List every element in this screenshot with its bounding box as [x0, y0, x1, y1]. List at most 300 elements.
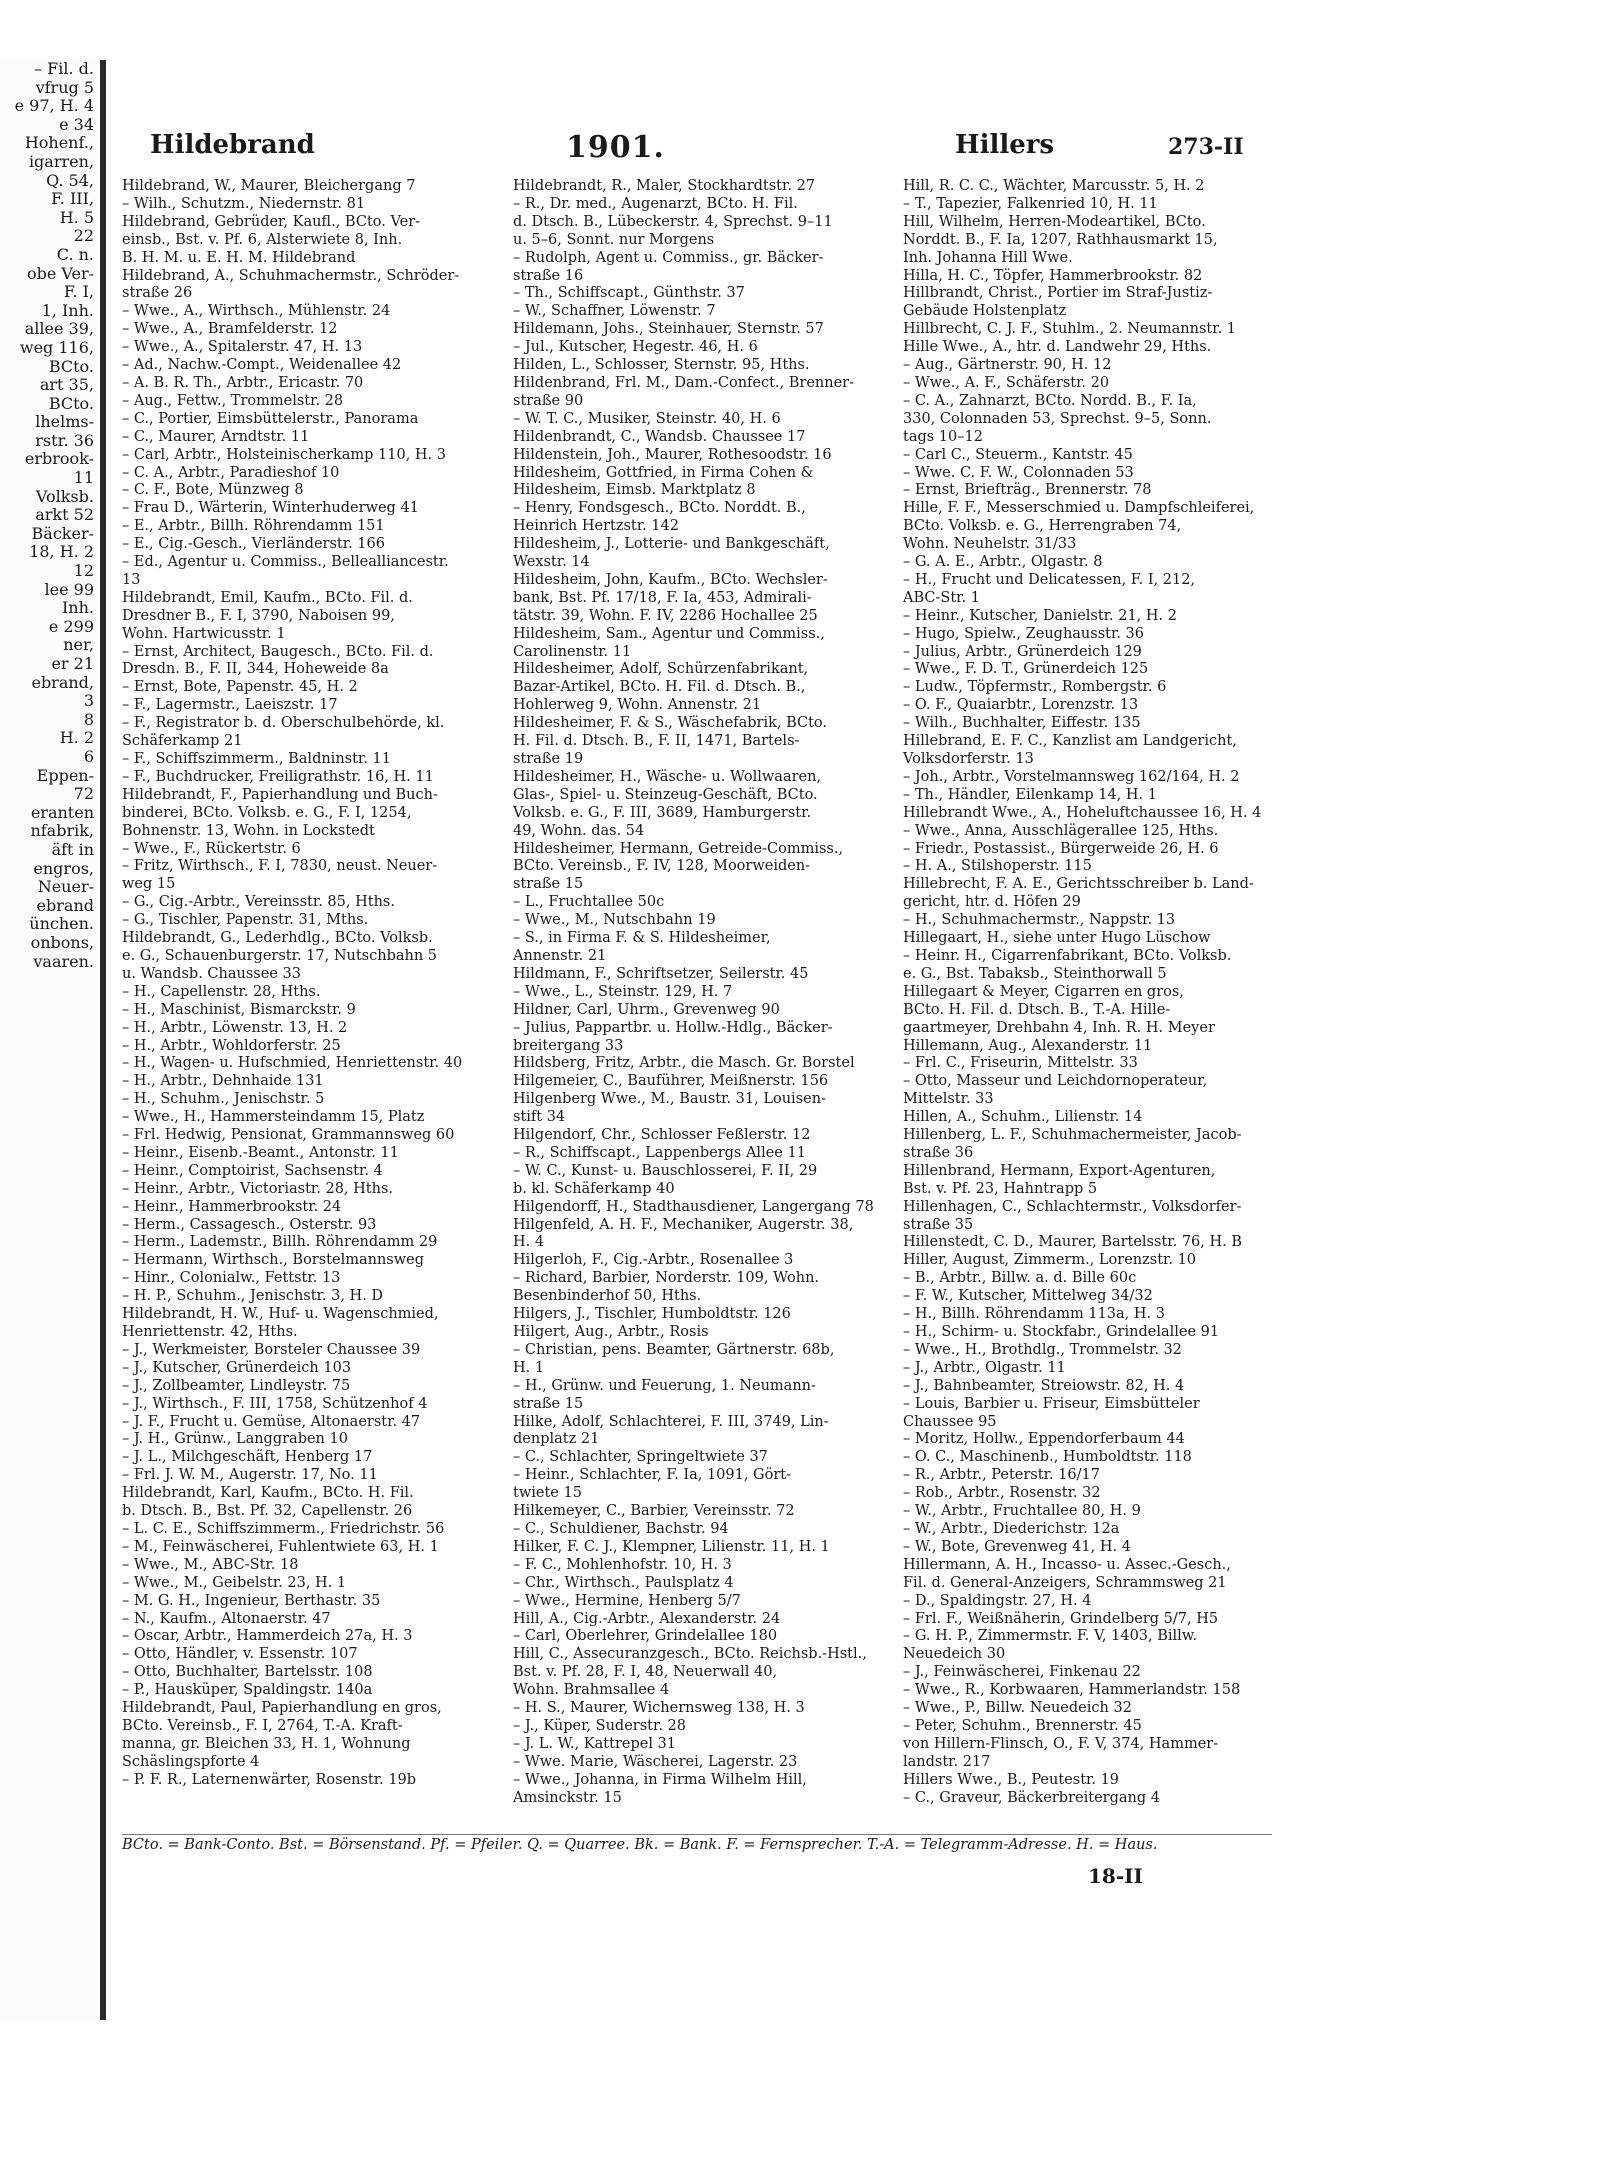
- directory-entry-line: Hilla, H. C., Töpfer, Hammerbrookstr. 82: [903, 267, 1203, 284]
- directory-entry-line: – J., Wirthsch., F. III, 1758, Schützenhof 4: [122, 1395, 428, 1412]
- directory-entry-line: – Christian, pens. Beamter, Gärtnerstr. 68b,: [513, 1341, 835, 1358]
- directory-entry-line: – Wilh., Buchhalter, Eiffestr. 135: [903, 715, 1141, 732]
- directory-entry-line: straße 16: [513, 267, 584, 284]
- directory-entry-line: – H., Capellenstr. 28, Hths.: [122, 983, 321, 1000]
- directory-entry-line: – Wwe., H., Brothdlg., Trommelstr. 32: [903, 1341, 1182, 1358]
- directory-entry-line: Hildenstein, Joh., Maurer, Rothesoodstr. 16: [513, 446, 832, 463]
- directory-entry-line: – H., Schuhm., Jenischstr. 5: [122, 1091, 325, 1108]
- directory-entry-line: b. kl. Schäferkamp 40: [513, 1180, 675, 1197]
- directory-entry-line: Hilgenfeld, A. H. F., Mechaniker, Augerstr. 38,: [513, 1216, 854, 1233]
- prev-page-fragment: vaaren.: [33, 951, 94, 971]
- directory-entry-line: – Wwe., M., Nutschbahn 19: [513, 912, 716, 929]
- prev-page-fragment: lhelms-: [35, 412, 94, 432]
- directory-entry-line: – Wwe., Hermine, Henberg 5/7: [513, 1592, 741, 1609]
- directory-entry-line: Hill, A., Cig.-Arbtr., Alexanderstr. 24: [513, 1610, 781, 1627]
- directory-entry-line: – Wwe., F. D. T., Grünerdeich 125: [903, 661, 1149, 678]
- directory-entry-line: Hildebrandt, Paul, Papierhandlung en gros,: [122, 1700, 442, 1717]
- directory-entry-line: Hilgers, J., Tischler, Humboldtstr. 126: [513, 1306, 791, 1323]
- directory-entry-line: – Wwe., F., Rückertstr. 6: [122, 840, 301, 857]
- directory-entry-line: – T., Tapezier, Falkenried 10, H. 11: [903, 195, 1158, 212]
- directory-entry-line: Chaussee 95: [903, 1413, 997, 1430]
- column-3: [903, 178, 1293, 1807]
- directory-entry-line: – H. A., Stilshoperstr. 115: [903, 858, 1092, 875]
- directory-entry-line: Hildesheimer, H., Wäsche- u. Wollwaaren,: [513, 768, 822, 785]
- directory-entry-line: – F., Lagermstr., Laeiszstr. 17: [122, 697, 338, 714]
- directory-entry-line: – P. F. R., Laternenwärter, Rosenstr. 19b: [122, 1771, 417, 1788]
- prev-page-fragment: Inh.: [61, 598, 94, 618]
- directory-entry-line: – L., Fruchtallee 50c: [513, 894, 665, 911]
- directory-entry-line: Fil. d. General-Anzeigers, Schrammsweg 21: [903, 1574, 1227, 1591]
- directory-entry-line: weg 15: [122, 876, 176, 893]
- directory-entry-line: – C. A., Arbtr., Paradieshof 10: [122, 464, 340, 481]
- directory-entry-line: Hillenberg, L. F., Schuhmachermeister, Jacob-: [903, 1127, 1242, 1144]
- directory-entry-line: – Ludw., Töpfermstr., Rombergstr. 6: [903, 679, 1167, 696]
- prev-page-fragment: 18, H. 2: [29, 542, 94, 562]
- directory-entry-line: – Friedr., Postassist., Bürgerweide 26, H. 6: [903, 840, 1219, 857]
- directory-entry-line: – R., Dr. med., Augenarzt, BCto. H. Fil.: [513, 195, 798, 212]
- directory-entry-line: Gebäude Holstenplatz: [903, 303, 1067, 320]
- directory-entry-line: Hillebrecht, F. A. E., Gerichtsschreiber b. Land-: [903, 876, 1254, 893]
- prev-page-fragment: ebrand,: [31, 672, 94, 692]
- directory-entry-line: – H., Arbtr., Wohldorferstr. 25: [122, 1037, 341, 1054]
- directory-entry-line: – N., Kaufm., Altonaerstr. 47: [122, 1610, 331, 1627]
- directory-entry-line: Hillbrecht, C. J. F., Stuhlm., 2. Neumannstr. 1: [903, 321, 1237, 338]
- prev-page-fragment: onbons,: [30, 932, 94, 952]
- directory-entry-line: straße 36: [903, 1144, 974, 1161]
- directory-entry-line: Hildmann, F., Schriftsetzer, Seilerstr. 45: [513, 965, 809, 982]
- directory-entry-line: Hildesheim, J., Lotterie- und Bankgeschäft,: [513, 536, 830, 553]
- directory-entry-line: – Rudolph, Agent u. Commiss., gr. Bäcker-: [513, 249, 824, 266]
- directory-entry-line: ABC-Str. 1: [903, 589, 980, 606]
- directory-entry-line: straße 15: [513, 876, 584, 893]
- directory-entry-line: Heinrich Hertzstr. 142: [513, 518, 679, 535]
- directory-entry-line: – Louis, Barbier u. Friseur, Eimsbütteler: [903, 1395, 1200, 1412]
- directory-entry-line: – Wwe., Anna, Ausschlägerallee 125, Hths.: [903, 822, 1219, 839]
- directory-entry-line: Hiller, August, Zimmerm., Lorenzstr. 10: [903, 1252, 1197, 1269]
- directory-entry-line: – F. W., Kutscher, Mittelweg 34/32: [903, 1288, 1153, 1305]
- directory-entry-line: Henriettenstr. 42, Hths.: [122, 1324, 298, 1340]
- directory-entry-line: – Otto, Buchhalter, Bartelsstr. 108: [122, 1664, 373, 1681]
- directory-entry-line: – Heinr., Kutscher, Danielstr. 21, H. 2: [903, 607, 1177, 624]
- directory-entry-line: – Julius, Pappartbr. u. Hollw.-Hdlg., Bäcker-: [513, 1019, 833, 1036]
- prev-page-fragment: 3: [83, 691, 94, 711]
- directory-entry-line: Besenbinderhof 50, Hths.: [513, 1288, 702, 1305]
- directory-entry-line: b. Dtsch. B., Bst. Pf. 32, Capellenstr. 26: [122, 1503, 413, 1520]
- directory-entry-line: – Heinr. H., Cigarrenfabrikant, BCto. Volksb.: [903, 947, 1232, 964]
- prev-page-fragment: – Fil. d.: [34, 60, 94, 78]
- directory-entry-line: – Herm., Cassagesch., Osterstr. 93: [122, 1216, 377, 1233]
- directory-entry-line: – Moritz, Hollw., Eppendorferbaum 44: [903, 1431, 1185, 1448]
- prev-page-fragment: 11: [73, 468, 94, 488]
- directory-entry-line: – Wwe., R., Korbwaaren, Hammerlandstr. 158: [903, 1682, 1241, 1699]
- directory-entry-line: – J., Kutscher, Grünerdeich 103: [122, 1359, 352, 1376]
- directory-entry-line: Hillegaart & Meyer, Cigarren en gros,: [903, 983, 1184, 1000]
- directory-entry-line: – J. F., Frucht u. Gemüse, Altonaerstr. 47: [122, 1413, 421, 1430]
- directory-entry-line: – Carl, Oberlehrer, Grindelallee 180: [513, 1628, 778, 1645]
- directory-entry-line: – E., Arbtr., Billh. Röhrendamm 151: [122, 518, 385, 535]
- directory-entry-line: breitergang 33: [513, 1037, 624, 1054]
- prev-page-fragment: ebrand: [36, 895, 94, 915]
- directory-entry-line: straße 19: [513, 751, 584, 767]
- directory-entry-line: Hillers Wwe., B., Peutestr. 19: [903, 1771, 1120, 1788]
- directory-entry-line: Hildenbrand, Frl. M., Dam.-Confect., Brenner-: [513, 374, 855, 391]
- prev-page-fragment: eranten: [30, 802, 94, 822]
- directory-entry-line: – Heinr., Eisenb.-Beamt., Antonstr. 11: [122, 1144, 399, 1161]
- directory-entry-line: – Jul., Kutscher, Hegestr. 46, H. 6: [513, 339, 758, 356]
- directory-entry-line: – Frau D., Wärterin, Winterhuderweg 41: [122, 500, 419, 517]
- directory-entry-line: Hillenhagen, C., Schlachtermstr., Volksdorfer-: [903, 1198, 1242, 1215]
- directory-entry-line: – J., Küper, Suderstr. 28: [513, 1717, 686, 1734]
- prev-page-fragment: vfrug 5: [35, 77, 94, 97]
- directory-entry-line: – J., Zollbeamter, Lindleystr. 75: [122, 1377, 351, 1394]
- sheet-signature: 18-II: [1088, 1864, 1143, 1888]
- directory-entry-line: BCto. H. Fil. d. Dtsch. B., T.-A. Hille-: [903, 1001, 1171, 1018]
- directory-entry-line: Hilgerloh, F., Cig.-Arbtr., Rosenallee 3: [513, 1252, 794, 1269]
- directory-entry-line: straße 15: [513, 1395, 584, 1412]
- directory-entry-line: Hildebrandt, H. W., Huf- u. Wagenschmied,: [122, 1306, 439, 1323]
- directory-entry-line: – M., Feinwäscherei, Fuhlentwiete 63, H. 1: [122, 1538, 439, 1555]
- prev-page-fragment: nfabrik,: [30, 821, 94, 841]
- directory-entry-line: Bazar-Artikel, BCto. H. Fil. d. Dtsch. B.,: [513, 679, 806, 696]
- directory-entry-line: Neuedeich 30: [903, 1646, 1006, 1663]
- directory-entry-line: – J., Arbtr., Olgastr. 11: [903, 1359, 1066, 1376]
- directory-entry-line: Hilgendorf, Chr., Schlosser Feßlerstr. 12: [513, 1127, 811, 1144]
- directory-entry-line: – Th., Händler, Eilenkamp 14, H. 1: [903, 786, 1157, 803]
- directory-entry-line: – Otto, Masseur und Leichdornoperateur,: [903, 1073, 1208, 1090]
- directory-entry-line: – S., in Firma F. & S. Hildesheimer,: [513, 930, 771, 947]
- directory-entry-line: Hildebrandt, G., Lederhdlg., BCto. Volksb.: [122, 930, 433, 947]
- directory-entry-line: – Wwe., P., Billw. Neuedeich 32: [903, 1700, 1132, 1717]
- directory-entry-line: – F. C., Mohlenhofstr. 10, H. 3: [513, 1556, 732, 1573]
- directory-entry-line: Inh. Johanna Hill Wwe.: [903, 249, 1073, 266]
- directory-entry-line: e. G., Schauenburgerstr. 17, Nutschbahn 5: [122, 947, 438, 964]
- directory-entry-line: Volksb. e. G., F. III, 3689, Hamburgerstr.: [513, 804, 812, 821]
- directory-entry-line: – D., Spaldingstr. 27, H. 4: [903, 1592, 1092, 1609]
- directory-entry-line: gericht, htr. d. Höfen 29: [903, 894, 1081, 911]
- directory-entry-line: Hill, C., Assecuranzgesch., BCto. Reichsb.-Hstl.,: [513, 1646, 867, 1663]
- directory-entry-line: – F., Registrator b. d. Oberschulbehörde, kl.: [122, 715, 445, 732]
- directory-entry-line: – C. F., Bote, Münzweg 8: [122, 482, 304, 499]
- prev-page-fragment: igarren,: [28, 151, 94, 171]
- directory-entry-line: – Heinr., Schlachter, F. Ia, 1091, Gört-: [513, 1467, 792, 1484]
- prev-page-fragment: ner,: [63, 635, 94, 655]
- directory-entry-line: Hillemann, Aug., Alexanderstr. 11: [903, 1037, 1153, 1054]
- directory-entry-line: Hillenstedt, C. D., Maurer, Bartelsstr. 76, H. B: [903, 1234, 1243, 1251]
- directory-entry-line: Hillebrand, E. F. C., Kanzlist am Landgericht,: [903, 733, 1237, 750]
- directory-entry-line: – Heinr., Hammerbrookstr. 24: [122, 1198, 342, 1215]
- directory-entry-line: – Wwe., M., Geibelstr. 23, H. 1: [122, 1574, 347, 1591]
- directory-entry-line: – Peter, Schuhm., Brennerstr. 45: [903, 1717, 1142, 1734]
- directory-entry-line: Hohlerweg 9, Wohn. Annenstr. 21: [513, 697, 762, 714]
- directory-entry-line: – Frl. Hedwig, Pensionat, Grammannsweg 60: [122, 1127, 455, 1144]
- directory-entry-line: – Wwe., M., ABC-Str. 18: [122, 1556, 299, 1573]
- directory-entry-line: – H., Arbtr., Dehnhaide 131: [122, 1073, 324, 1090]
- directory-entry-line: d. Dtsch. B., Lübeckerstr. 4, Sprechst. 9–11: [513, 213, 833, 230]
- directory-entry-line: – Wwe. C. F. W., Colonnaden 53: [903, 464, 1134, 481]
- directory-entry-line: Hildebrandt, Emil, Kaufm., BCto. Fil. d.: [122, 589, 413, 606]
- prev-page-fragment: 22: [73, 226, 94, 246]
- directory-entry-line: BCto. Vereinsb., F. I, 2764, T.-A. Kraft-: [122, 1717, 403, 1734]
- directory-entry-line: 330, Colonnaden 53, Sprechst. 9–5, Sonn.: [903, 410, 1212, 427]
- directory-entry-line: – J., Bahnbeamter, Streiowstr. 82, H. 4: [903, 1377, 1185, 1394]
- directory-entry-line: straße 26: [122, 285, 193, 302]
- directory-entry-line: H. Fil. d. Dtsch. B., F. II, 1471, Bartels-: [513, 733, 800, 750]
- prev-page-fragment: rstr. 36: [35, 430, 94, 450]
- prev-page-fragment: engros,: [33, 858, 94, 878]
- directory-entry-line: e. G., Bst. Tabaksb., Steinthorwall 5: [903, 965, 1167, 982]
- directory-entry-line: Hillegaart, H., siehe unter Hugo Lüschow: [903, 930, 1211, 947]
- prev-page-fragment: BCto.: [48, 393, 94, 413]
- directory-entry-line: stift 34: [513, 1109, 566, 1126]
- directory-entry-line: Hilkemeyer, C., Barbier, Vereinsstr. 72: [513, 1503, 795, 1520]
- directory-entry-line: Hilgert, Aug., Arbtr., Rosis: [513, 1324, 709, 1340]
- directory-entry-line: – Carl C., Steuerm., Kantstr. 45: [903, 446, 1133, 463]
- directory-entry-line: tags 10–12: [903, 428, 983, 445]
- prev-page-fragment: lee 99: [44, 579, 94, 599]
- directory-entry-line: – Wwe. Marie, Wäscherei, Lagerstr. 23: [513, 1753, 798, 1770]
- directory-entry-line: – H., Schuhmachermstr., Nappstr. 13: [903, 912, 1176, 929]
- directory-entry-line: Bohnenstr. 13, Wohn. in Lockstedt: [122, 822, 375, 839]
- directory-entry-line: – Wwe., A., Spitalerstr. 47, H. 13: [122, 339, 363, 356]
- directory-entry-line: Hildebrand, W., Maurer, Bleichergang 7: [122, 178, 416, 194]
- prev-page-fragment: Q. 54,: [46, 170, 94, 190]
- directory-entry-line: – C., Graveur, Bäckerbreitergang 4: [903, 1789, 1160, 1806]
- previous-page-edge: [0, 60, 106, 2020]
- prev-page-fragment: äft in: [51, 839, 94, 859]
- directory-entry-line: – Wwe., Johanna, in Firma Wilhelm Hill,: [513, 1771, 807, 1788]
- prev-page-fragment: Bäcker-: [31, 523, 94, 543]
- directory-entry-line: – J. L. W., Kattrepel 31: [513, 1735, 677, 1752]
- directory-entry-line: Hildsberg, Fritz, Arbtr., die Masch. Gr. Borstel: [513, 1055, 855, 1072]
- directory-entry-line: – Wwe., A., Wirthsch., Mühlenstr. 24: [122, 303, 391, 320]
- directory-entry-line: Hille Wwe., A., htr. d. Landwehr 29, Hths.: [903, 339, 1212, 356]
- directory-entry-line: – Frl. F., Weißnäherin, Grindelberg 5/7, H5: [903, 1610, 1219, 1627]
- directory-entry-line: – O. C., Maschinenb., Humboldtstr. 118: [903, 1449, 1192, 1466]
- directory-entry-line: Schäferkamp 21: [122, 733, 243, 750]
- directory-entry-line: bank, Bst. Pf. 17/18, F. Ia, 453, Admirali-: [513, 589, 812, 606]
- directory-entry-line: Hildebrandt, Karl, Kaufm., BCto. H. Fil.: [122, 1485, 414, 1502]
- prev-page-fragment: art 35,: [39, 375, 94, 395]
- directory-entry-line: – H., Grünw. und Feuerung, 1. Neumann-: [513, 1377, 816, 1394]
- directory-entry-line: Hildesheim, Eimsb. Marktplatz 8: [513, 482, 756, 499]
- running-head-year: 1901.: [566, 130, 665, 165]
- directory-entry-line: Hildenbrandt, C., Wandsb. Chaussee 17: [513, 428, 806, 445]
- directory-entry-line: u. Wandsb. Chaussee 33: [122, 965, 301, 982]
- directory-entry-line: – B., Arbtr., Billw. a. d. Bille 60c: [903, 1270, 1137, 1287]
- directory-entry-line: – C., Schlachter, Springeltwiete 37: [513, 1449, 768, 1466]
- directory-entry-line: – F., Schiffszimmerm., Baldninstr. 11: [122, 751, 391, 767]
- directory-entry-line: – Ed., Agentur u. Commiss., Bellealliancestr.: [122, 554, 449, 571]
- directory-entry-line: – H. P., Schuhm., Jenischstr. 3, H. D: [122, 1288, 384, 1305]
- directory-entry-line: einsb., Bst. v. Pf. 6, Alsterwiete 8, Inh.: [122, 231, 403, 248]
- directory-entry-line: – W., Bote, Grevenweg 41, H. 4: [903, 1538, 1131, 1555]
- directory-entry-line: – Ernst, Briefträg., Brennerstr. 78: [903, 482, 1152, 499]
- directory-entry-line: – Joh., Arbtr., Vorstelmannsweg 162/164, H. 2: [903, 768, 1240, 785]
- directory-entry-line: Bst. v. Pf. 28, F. I, 48, Neuerwall 40,: [513, 1664, 778, 1681]
- prev-page-fragment: BCto.: [48, 356, 94, 376]
- prev-page-fragment: weg 116,: [19, 337, 94, 357]
- prev-page-fragment: allee 39,: [24, 319, 94, 339]
- directory-entry-line: Hilker, F. C. J., Klempner, Lilienstr. 11, H. 1: [513, 1538, 830, 1555]
- directory-entry-line: Wohn. Hartwicusstr. 1: [122, 625, 286, 642]
- prev-page-fragment: Hohenf.,: [24, 133, 94, 153]
- directory-entry-line: – Th., Schiffscapt., Günthstr. 37: [513, 285, 745, 302]
- directory-entry-line: – J., Werkmeister, Borsteler Chaussee 39: [122, 1341, 421, 1358]
- directory-entry-line: Carolinenstr. 11: [513, 643, 632, 660]
- directory-entry-line: – Ernst, Architect, Baugesch., BCto. Fil. d.: [122, 643, 434, 660]
- directory-entry-line: Hille, F. F., Messerschmied u. Dampfschleiferei,: [903, 500, 1255, 517]
- directory-entry-line: – H., Frucht und Delicatessen, F. I, 212,: [903, 571, 1196, 588]
- prev-page-fragment: H. 2: [59, 728, 94, 748]
- directory-entry-line: landstr. 217: [903, 1753, 991, 1770]
- directory-entry-line: Norddt. B., F. Ia, 1207, Rathhausmarkt 15,: [903, 231, 1218, 248]
- directory-entry-line: Hillbrandt, Christ., Portier im Straf-Justiz-: [903, 285, 1213, 302]
- directory-entry-line: Hillebrandt Wwe., A., Hoheluftchaussee 16, H. 4: [903, 804, 1262, 821]
- directory-entry-line: Schäslingspforte 4: [122, 1753, 260, 1770]
- directory-entry-line: – W., Arbtr., Fruchtallee 80, H. 9: [903, 1503, 1141, 1520]
- directory-entry-line: – E., Cig.-Gesch., Vierländerstr. 166: [122, 536, 385, 553]
- directory-entry-line: – Fritz, Wirthsch., F. I, 7830, neust. Neuer-: [122, 858, 438, 875]
- directory-entry-line: 13: [122, 571, 141, 588]
- directory-entry-line: – M. G. H., Ingenieur, Berthastr. 35: [122, 1592, 381, 1609]
- directory-entry-line: – W. C., Kunst- u. Bauschlosserei, F. II, 29: [513, 1162, 818, 1179]
- directory-entry-line: – Chr., Wirthsch., Paulsplatz 4: [513, 1574, 734, 1591]
- directory-entry-line: u. 5–6, Sonnt. nur Morgens: [513, 231, 715, 248]
- directory-entry-line: – J. H., Grünw., Langgraben 10: [122, 1431, 348, 1448]
- directory-entry-line: Hillenbrand, Hermann, Export-Agenturen,: [903, 1162, 1216, 1179]
- abbreviation-legend: BCto. = Bank-Conto. Bst. = Börsenstand. Pf. = Pfeiler. Q. = Quarree. Bk. = Bank. F. = Fernsprecher. T.-A. = Telegramm-Adresse. H. = Haus.: [122, 1834, 1272, 1853]
- prev-page-fragment: 1, Inh.: [41, 300, 94, 320]
- directory-entry-line: – H., Maschinist, Bismarckstr. 9: [122, 1001, 356, 1018]
- directory-entry-line: H. 1: [513, 1359, 545, 1376]
- prev-page-fragment: H. 5: [59, 207, 94, 227]
- prev-page-fragment: e 97, H. 4: [14, 96, 94, 116]
- directory-entry-line: twiete 15: [513, 1485, 582, 1502]
- directory-entry-line: manna, gr. Bleichen 33, H. 1, Wohnung: [122, 1735, 411, 1752]
- directory-entry-line: – Julius, Arbtr., Grünerdeich 129: [903, 643, 1142, 660]
- directory-entry-line: – G., Cig.-Arbtr., Vereinsstr. 85, Hths.: [122, 894, 395, 911]
- directory-entry-line: Hildebrand, Gebrüder, Kaufl., BCto. Ver-: [122, 213, 421, 230]
- prev-page-fragment: arkt 52: [35, 505, 94, 525]
- directory-entry-line: – L. C. E., Schiffszimmerm., Friedrichstr. 56: [122, 1520, 445, 1537]
- prev-page-fragment: Neuer-: [37, 877, 94, 897]
- directory-entry-line: – G. A. E., Arbtr., Olgastr. 8: [903, 554, 1103, 571]
- directory-entry-line: BCto. Volksb. e. G., Herrengraben 74,: [903, 518, 1182, 535]
- directory-entry-line: – Wilh., Schutzm., Niedernstr. 81: [122, 195, 366, 212]
- directory-entry-line: Hilke, Adolf, Schlachterei, F. III, 3749, Lin-: [513, 1413, 829, 1430]
- directory-entry-line: – Ad., Nachw.-Compt., Weidenallee 42: [122, 357, 402, 374]
- directory-entry-line: – Aug., Fettw., Trommelstr. 28: [122, 392, 344, 409]
- directory-entry-line: – Hermann, Wirthsch., Borstelmannsweg: [122, 1252, 425, 1269]
- directory-entry-line: Hildesheimer, F. & S., Wäschefabrik, BCto.: [513, 715, 828, 732]
- running-head-right: Hillers: [955, 130, 1055, 160]
- directory-entry-line: Hildebrand, A., Schuhmachermstr., Schröder-: [122, 267, 460, 284]
- prev-page-fragment: F. III,: [51, 189, 94, 209]
- directory-entry-line: Hill, R. C. C., Wächter, Marcusstr. 5, H. 2: [903, 178, 1205, 194]
- prev-page-fragment: F. I,: [63, 282, 94, 302]
- directory-entry-line: Dresdner B., F. I, 3790, Naboisen 99,: [122, 607, 395, 624]
- directory-entry-line: – Herm., Lademstr., Billh. Röhrendamm 29: [122, 1234, 438, 1251]
- directory-entry-line: – Wwe., A., Bramfelderstr. 12: [122, 321, 338, 338]
- directory-entry-line: Hildesheim, Gottfried, in Firma Cohen &: [513, 464, 814, 481]
- directory-entry-line: – C. A., Zahnarzt, BCto. Nordd. B., F. Ia,: [903, 392, 1197, 409]
- directory-entry-line: – H., Billh. Röhrendamm 113a, H. 3: [903, 1306, 1165, 1323]
- prev-page-fragment: 12: [73, 561, 94, 581]
- directory-entry-line: – Wwe., A. F., Schäferstr. 20: [903, 374, 1110, 391]
- directory-entry-line: – G. H. P., Zimmermstr. F. V, 1403, Billw.: [903, 1628, 1198, 1645]
- prev-page-fragment: 72: [73, 784, 94, 804]
- directory-entry-line: binderei, BCto. Volksb. e. G., F. I, 1254,: [122, 804, 412, 821]
- directory-entry-line: H. 4: [513, 1234, 545, 1251]
- directory-entry-line: straße 35: [903, 1216, 974, 1233]
- directory-entry-line: – W., Schaffner, Löwenstr. 7: [513, 303, 716, 320]
- directory-entry-line: 49, Wohn. das. 54: [513, 822, 645, 839]
- directory-entry-line: – Ernst, Bote, Papenstr. 45, H. 2: [122, 679, 358, 696]
- directory-entry-line: Wexstr. 14: [513, 554, 590, 571]
- prev-page-fragment: obe Ver-: [26, 263, 94, 283]
- directory-entry-line: Hilgenberg Wwe., M., Baustr. 31, Louisen-: [513, 1091, 826, 1108]
- directory-entry-line: – Richard, Barbier, Norderstr. 109, Wohn.: [513, 1270, 820, 1287]
- prev-page-fragment: Volksb.: [35, 486, 94, 506]
- directory-entry-line: BCto. Vereinsb., F. IV, 128, Moorweiden-: [513, 858, 811, 875]
- directory-entry-line: – Aug., Gärtnerstr. 90, H. 12: [903, 357, 1112, 374]
- prev-page-fragment: 8: [83, 709, 94, 729]
- directory-entry-line: Hildesheim, John, Kaufm., BCto. Wechsler-: [513, 571, 828, 588]
- directory-entry-line: Volksdorferstr. 13: [903, 751, 1034, 767]
- directory-entry-line: – Heinr., Comptoirist, Sachsenstr. 4: [122, 1162, 383, 1179]
- directory-entry-line: Hillermann, A. H., Incasso- u. Assec.-Gesch.,: [903, 1556, 1231, 1573]
- directory-entry-line: – H., Wagen- u. Hufschmied, Henriettenstr. 40: [122, 1055, 463, 1072]
- directory-entry-line: – Hugo, Spielw., Zeughausstr. 36: [903, 625, 1144, 642]
- directory-entry-line: Mittelstr. 33: [903, 1091, 994, 1108]
- directory-entry-line: – W., Arbtr., Diederichstr. 12a: [903, 1520, 1120, 1537]
- directory-entry-line: Hildebrandt, R., Maler, Stockhardtstr. 27: [513, 178, 816, 194]
- directory-entry-line: Hildesheimer, Adolf, Schürzenfabrikant,: [513, 661, 809, 678]
- directory-entry-line: – J. L., Milchgeschäft, Henberg 17: [122, 1449, 373, 1466]
- directory-entry-line: – J., Feinwäscherei, Finkenau 22: [903, 1664, 1141, 1681]
- directory-entry-line: Dresdn. B., F. II, 344, Hoheweide 8a: [122, 661, 389, 678]
- directory-entry-line: – C., Maurer, Arndtstr. 11: [122, 428, 310, 445]
- directory-entry-line: Hildebrandt, F., Papierhandlung und Buch-: [122, 786, 438, 803]
- directory-entry-line: Amsinckstr. 15: [513, 1789, 622, 1806]
- directory-entry-line: Hildner, Carl, Uhrm., Grevenweg 90: [513, 1001, 780, 1018]
- directory-entry-line: – Carl, Arbtr., Holsteinischerkamp 110, H. 3: [122, 446, 447, 463]
- directory-entry-line: – C., Portier, Eimsbüttelerstr., Panorama: [122, 410, 419, 427]
- column-1: [122, 178, 517, 1790]
- directory-entry-line: von Hillern-Flinsch, O., F. V, 374, Hammer-: [903, 1735, 1219, 1752]
- prev-page-fragment: ünchen.: [29, 914, 94, 934]
- directory-entry-line: – Wwe., H., Hammersteindamm 15, Platz: [122, 1109, 425, 1126]
- directory-entry-line: – Oscar, Arbtr., Hammerdeich 27a, H. 3: [122, 1628, 413, 1645]
- prev-page-fragment: 6: [83, 746, 94, 766]
- directory-entry-line: tätstr. 39, Wohn. F. IV, 2286 Hochallee 25: [513, 607, 818, 624]
- directory-entry-line: Hilden, L., Schlosser, Sternstr. 95, Hths.: [513, 357, 810, 374]
- page-number: 273-II: [1168, 134, 1244, 160]
- directory-entry-line: Hilgendorff, H., Stadthausdiener, Langergang 78: [513, 1198, 874, 1215]
- directory-entry-line: Bst. v. Pf. 23, Hahntrapp 5: [903, 1180, 1098, 1197]
- directory-entry-line: denplatz 21: [513, 1431, 600, 1448]
- prev-page-fragment: e 34: [59, 114, 94, 134]
- directory-entry-line: – H. S., Maurer, Wichernsweg 138, H. 3: [513, 1700, 805, 1717]
- prev-page-fragment: Eppen-: [36, 765, 94, 785]
- directory-entry-line: – Otto, Händler, v. Essenstr. 107: [122, 1646, 358, 1663]
- directory-entry-line: – R., Arbtr., Peterstr. 16/17: [903, 1467, 1100, 1484]
- directory-entry-line: – R., Schiffscapt., Lappenbergs Allee 11: [513, 1144, 806, 1161]
- directory-entry-line: – O. F., Quaiarbtr., Lorenzstr. 13: [903, 697, 1139, 714]
- directory-entry-line: – Wwe., L., Steinstr. 129, H. 7: [513, 983, 733, 1000]
- directory-entry-line: Glas-, Spiel- u. Steinzeug-Geschäft, BCto.: [513, 786, 818, 803]
- prev-page-fragment: erbrook-: [24, 449, 94, 469]
